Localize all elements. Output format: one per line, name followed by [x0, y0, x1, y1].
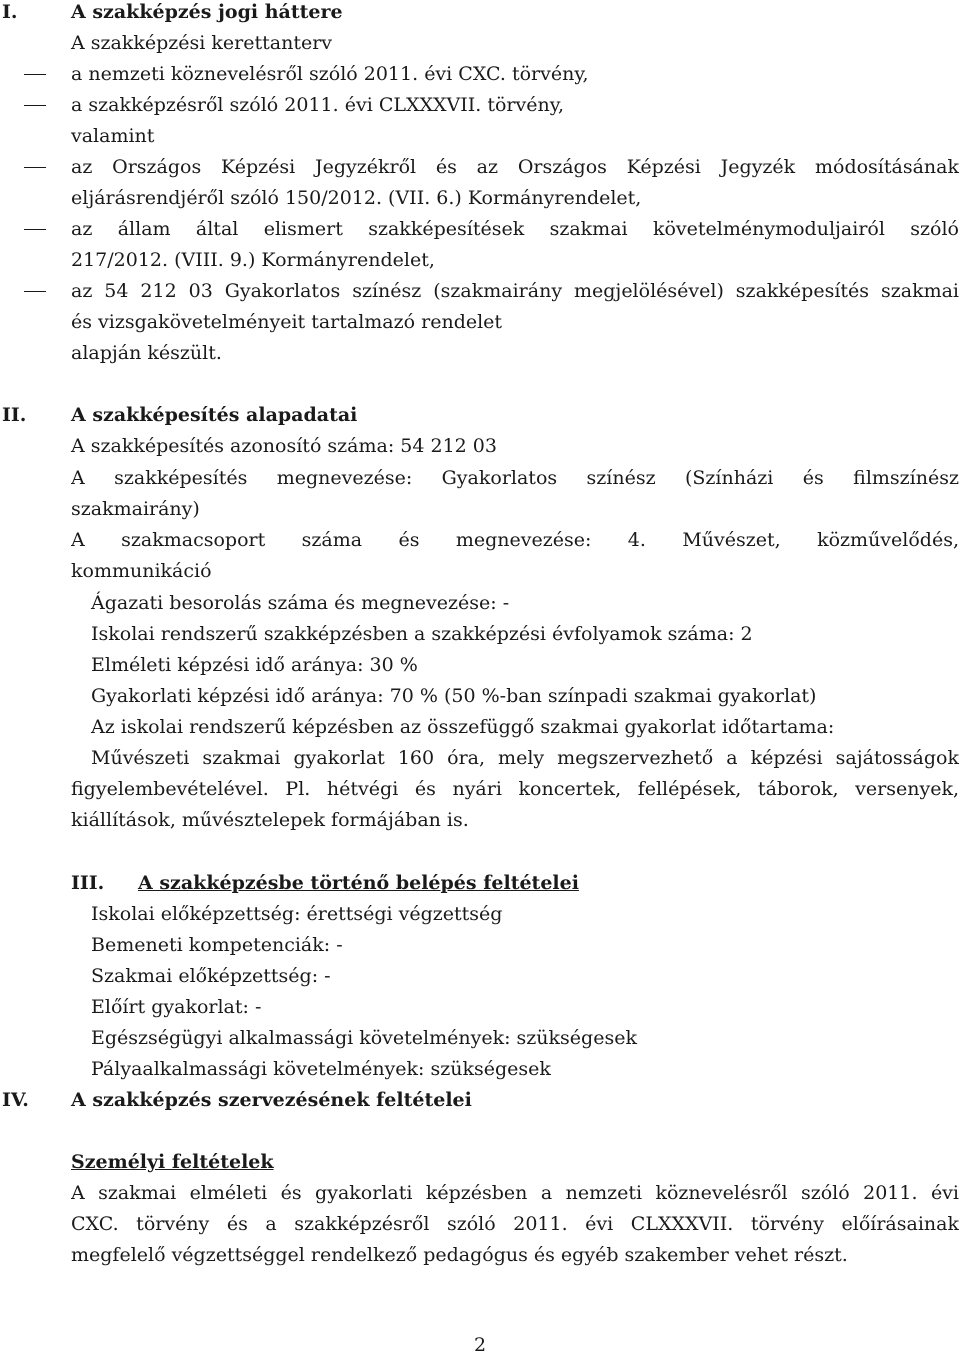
paragraph-line: A szakképzési kerettanterv [71, 32, 333, 54]
field-line: A szakképesítés azonosító száma: 54 212 03 [71, 435, 497, 457]
field-line: Ágazati besorolás száma és megnevezése: - [91, 592, 510, 614]
field-line: A szakmacsoport száma és megnevezése: 4. Művészet, közművelődés, [71, 529, 959, 551]
field-line: Iskolai rendszerű szakképzésben a szakképzési évfolyamok száma: 2 [91, 623, 753, 645]
dash-bullet [24, 105, 46, 106]
section-numeral: II. [2, 404, 27, 426]
list-item-continuation: és vizsgakövetelményeit tartalmazó rendelet [71, 311, 503, 333]
dash-bullet [24, 291, 46, 292]
dash-bullet [24, 229, 46, 230]
section-numeral: I. [2, 1, 18, 23]
requirement-item: Előírt gyakorlat: - [91, 996, 262, 1018]
field-line: szakmairány) [71, 498, 200, 520]
section-numeral: IV. [2, 1089, 29, 1111]
list-item: a szakképzésről szóló 2011. évi CLXXXVII. törvény, [71, 94, 564, 116]
subsection-title: Személyi feltételek [71, 1151, 274, 1173]
section-title: A szakképzésbe történő belépés feltételei [138, 872, 579, 894]
paragraph-line: megfelelő végzettséggel rendelkező pedagógus és egyéb szakember vehet részt. [71, 1244, 848, 1266]
field-line: Elméleti képzési idő aránya: 30 % [91, 654, 418, 676]
paragraph-line: valamint [71, 125, 155, 147]
requirement-item: Pályaalkalmassági követelmények: szükségesek [91, 1058, 551, 1080]
list-item-continuation: 217/2012. (VIII. 9.) Kormányrendelet, [71, 249, 435, 271]
requirement-item: Iskolai előképzettség: érettségi végzettség [91, 903, 503, 925]
section-title: A szakképesítés alapadatai [71, 404, 358, 426]
list-item-continuation [71, 186, 959, 210]
paragraph-line: CXC. törvény és a szakképzésről szóló 2011. évi CLXXXVII. törvény előírásainak [71, 1213, 959, 1235]
paragraph-line: alapján készült. [71, 342, 222, 364]
requirement-item: Egészségügyi alkalmassági követelmények: szükségesek [91, 1027, 637, 1049]
list-item: az 54 212 03 Gyakorlatos színész (szakmairány megjelölésével) szakképesítés szakmai [71, 280, 959, 302]
section-numeral: III. [71, 872, 105, 894]
field-line: Az iskolai rendszerű képzésben az összefüggő szakmai gyakorlat időtartama: [91, 716, 835, 738]
paragraph-line: A szakmai elméleti és gyakorlati képzésben a nemzeti köznevelésről szóló 2011. évi [71, 1182, 959, 1204]
list-item: az Országos Képzési Jegyzékről és az Országos Képzési Jegyzék módosításának [71, 156, 959, 178]
dash-bullet [24, 167, 46, 168]
dash-bullet [24, 74, 46, 75]
list-item: az állam által elismert szakképesítések szakmai követelménymoduljairól szóló [71, 218, 959, 240]
field-line: kommunikáció [71, 560, 212, 582]
list-item: a nemzeti köznevelésről szóló 2011. évi CXC. törvény, [71, 63, 589, 85]
field-line: A szakképesítés megnevezése: Gyakorlatos színész (Színházi és filmszínész [71, 467, 959, 489]
page-number: 2 [473, 1334, 487, 1356]
paragraph-line: figyelembevételével. Pl. hétvégi és nyári koncertek, fellépések, táborok, versenyek, [71, 778, 959, 800]
section-title: A szakképzés szervezésének feltételei [71, 1089, 472, 1111]
paragraph-line: Művészeti szakmai gyakorlat 160 óra, mely megszervezhető a képzési sajátosságok [91, 747, 959, 769]
requirement-item: Bemeneti kompetenciák: - [91, 934, 343, 956]
field-line: Gyakorlati képzési idő aránya: 70 % (50 %-ban színpadi szakmai gyakorlat) [91, 685, 817, 707]
paragraph-line: kiállítások, művésztelepek formájában is. [71, 809, 469, 831]
list-item-text: eljárásrendjéről szóló 150/2012. (VII. 6.) Kormányrendelet, [71, 187, 642, 209]
section-title: A szakképzés jogi háttere [71, 1, 343, 23]
requirement-item: Szakmai előképzettség: - [91, 965, 331, 987]
